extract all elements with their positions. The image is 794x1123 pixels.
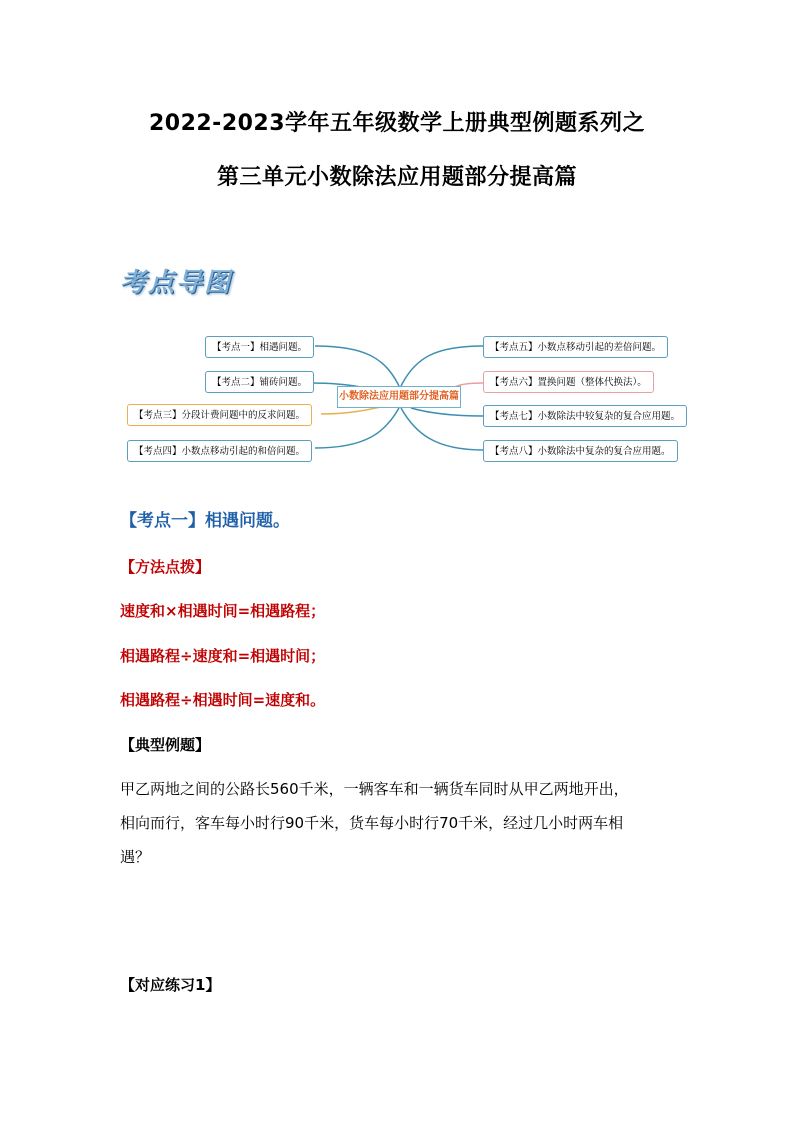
example-paragraph [120, 772, 680, 874]
example-heading: 【典型例题】 [120, 736, 211, 754]
mindmap-logo: 考点导图 [120, 268, 233, 298]
formula-1: 速度和×相遇时间=相遇路程； [120, 602, 326, 620]
example-line-2: 相向而行，客车每小时行90千米，货车每小时行70千米，经过几小时两车相 [120, 814, 624, 832]
mindmap-node-6: 【考点六】置换问题（整体代换法）。 [483, 371, 654, 393]
connector-right-7 [411, 408, 483, 416]
mindmap-node-2: 【考点二】铺砖问题。 [205, 371, 314, 393]
document-title-line-2: 第三单元小数除法应用题部分提高篇 [216, 165, 577, 190]
formula-3: 相遇路程÷相遇时间=速度和。 [120, 691, 326, 709]
mindmap-node-1: 【考点一】相遇问题。 [205, 336, 314, 358]
mindmap-node-7: 【考点七】小数除法中较复杂的复合应用题。 [483, 405, 687, 427]
document-title-line-1: 2022-2023学年五年级数学上册典型例题系列之 [148, 111, 646, 136]
section-heading: 【考点一】相遇问题。 [120, 511, 290, 531]
mindmap-node-3: 【考点三】分段计费问题中的反求问题。 [127, 404, 312, 426]
mindmap-node-4: 【考点四】小数点移动引起的和倍问题。 [127, 440, 312, 462]
practice-heading: 【对应练习1】 [120, 976, 221, 994]
mindmap-node-5: 【考点五】小数点移动引起的差倍问题。 [483, 336, 668, 358]
mindmap-center-topic: 小数除法应用题部分提高篇 [337, 386, 461, 408]
example-line-1: 甲乙两地之间的公路长560千米，一辆客车和一辆货车同时从甲乙两地开出， [120, 780, 629, 798]
method-heading: 【方法点拨】 [120, 558, 211, 576]
formula-2: 相遇路程÷速度和=相遇时间； [120, 647, 326, 665]
connector-right-5 [401, 346, 483, 386]
mindmap-node-8: 【考点八】小数除法中复杂的复合应用题。 [483, 440, 678, 462]
example-line-3: 遇？ [120, 848, 151, 866]
connector-left-1 [315, 346, 399, 386]
mind-map [125, 328, 695, 468]
